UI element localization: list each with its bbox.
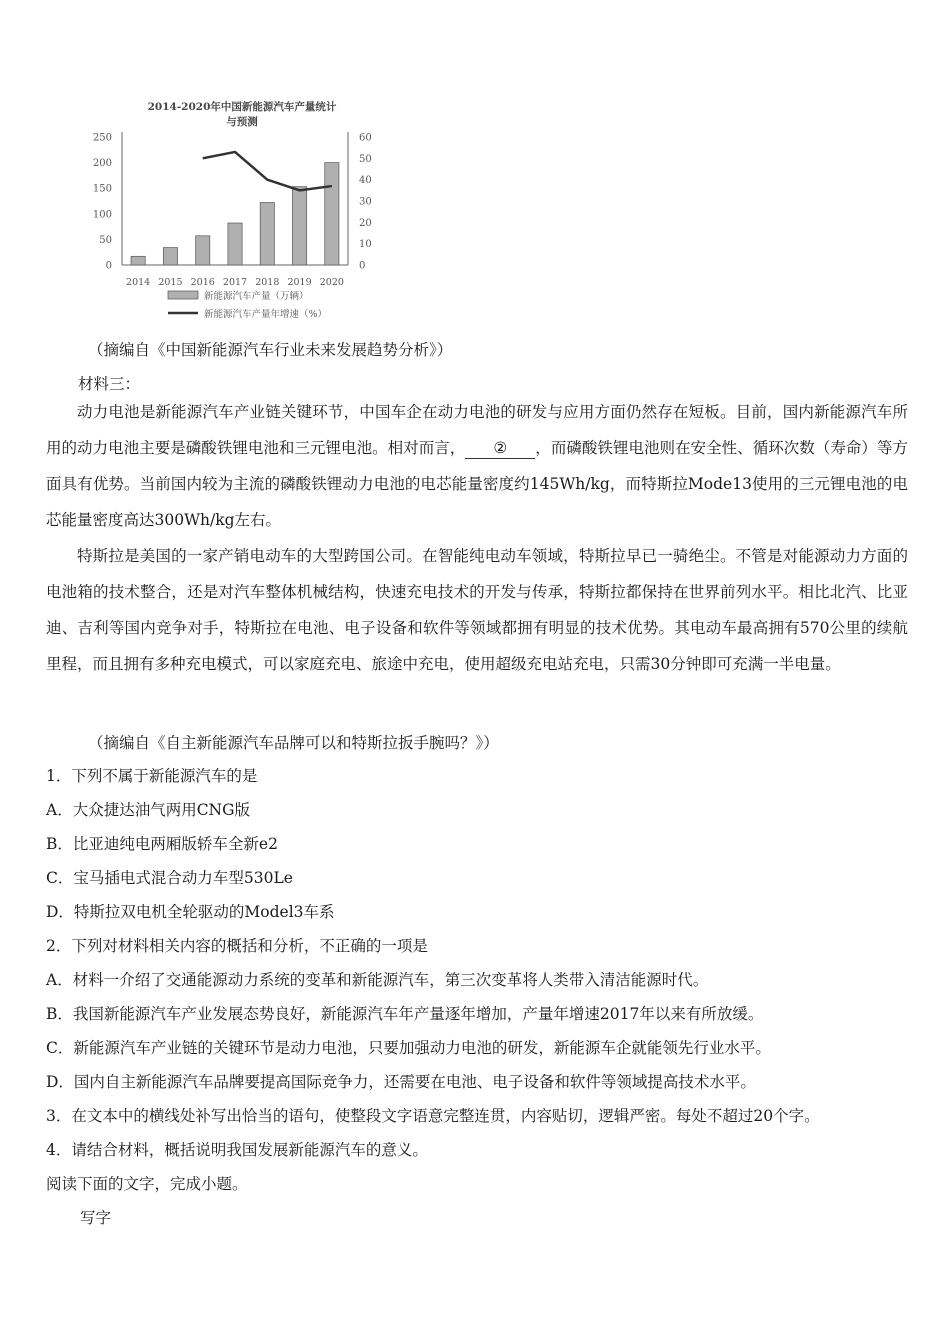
question-2-option-a: A．材料一介绍了交通能源动力系统的变革和新能源汽车，第三次变革将人类带入清洁能源时代。: [46, 971, 709, 989]
question-2-option-d: D．国内自主新能源汽车品牌要提高国际竞争力，还需要在电池、电子设备和软件等领域提高技术水平。: [46, 1073, 756, 1091]
left-tick-label: 0: [105, 260, 112, 272]
left-tick-label: 100: [92, 209, 112, 221]
bar: [131, 256, 145, 265]
left-tick-label: 50: [99, 234, 112, 246]
paragraph-battery-part1: 动力电池是新能源汽车产业链关键环节，中国车企在动力电池的研发与应用方面仍然存在短板。目前，国内新能源汽车所用的动力电池主要是磷酸铁锂电池和三元锂电池。相对而言，: [46, 403, 908, 457]
next-passage-title: 写字: [80, 1209, 112, 1227]
right-tick-label: 0: [359, 260, 366, 272]
bar: [228, 223, 242, 265]
left-tick-label: 250: [92, 132, 112, 144]
right-tick-label: 30: [359, 196, 372, 208]
right-tick-label: 50: [359, 153, 372, 165]
fill-blank-2: ②: [465, 438, 535, 459]
legend-bar-label: 新能源汽车产量（万辆）: [204, 291, 309, 302]
chart-title-line1: 2014-2020年中国新能源汽车产量统计: [147, 101, 337, 113]
right-tick-label: 20: [359, 217, 372, 229]
growth-line: [203, 152, 332, 190]
category-label: 2019: [287, 277, 312, 288]
question-1-option-a: A．大众捷达油气两用CNG版: [46, 801, 250, 819]
question-1-option-d: D．特斯拉双电机全轮驱动的Model3车系: [46, 903, 335, 921]
category-label: 2014: [126, 277, 151, 288]
question-2-option-b: B．我国新能源汽车产业发展态势良好，新能源汽车年产量逐年增加，产量年增速2017年以来有所放缓。: [46, 1005, 764, 1023]
bar: [260, 203, 274, 265]
left-tick-label: 150: [92, 183, 112, 195]
production-chart: [72, 92, 412, 328]
category-label: 2017: [222, 277, 248, 288]
paragraph-battery: [46, 394, 908, 538]
category-label: 2015: [158, 277, 183, 288]
right-tick-label: 10: [359, 239, 372, 251]
source-note-1: （摘编自《中国新能源汽车行业未来发展趋势分析》）: [88, 341, 453, 359]
question-4: 4．请结合材料，概括说明我国发展新能源汽车的意义。: [46, 1141, 428, 1159]
bar: [196, 236, 210, 265]
category-label: 2018: [255, 277, 280, 288]
chart-title-line2: 与预测: [226, 116, 258, 128]
material-three-label: 材料三：: [78, 375, 141, 393]
question-3: 3．在文本中的横线处补写出恰当的语句，使整段文字语意完整连贯，内容贴切，逻辑严密。每处不超过20个字。: [46, 1107, 820, 1125]
bar: [292, 187, 306, 265]
reading-instruction: 阅读下面的文字，完成小题。: [46, 1175, 248, 1193]
source-note-2: （摘编自《自主新能源汽车品牌可以和特斯拉扳手腕吗？》）: [88, 734, 499, 752]
paragraph-tesla: 特斯拉是美国的一家产销电动车的大型跨国公司。在智能纯电动车领域，特斯拉早已一骑绝尘。不管是对能源动力方面的电池箱的技术整合，还是对汽车整体机械结构，快速充电技术的开发与传承，特斯拉都保持在世界前列水平。相比北汽、比亚迪、吉利等国内竞争对手，特斯拉在电池、电子设备和软件等领域都拥有明显的技术优势。其电动车最高拥有570公里的续航里程，而且拥有多种充电模式，可以家庭充电、旅途中充电，使用超级充电站充电，只需30分钟即可充满一半电量。: [46, 547, 908, 673]
right-tick-label: 60: [359, 132, 372, 144]
bar: [163, 248, 177, 265]
question-2-option-c: C．新能源汽车产业链的关键环节是动力电池，只要加强动力电池的研发，新能源车企就能领先行业水平。: [46, 1039, 771, 1057]
left-tick-label: 200: [92, 158, 112, 170]
question-1: 1．下列不属于新能源汽车的是: [46, 767, 258, 785]
bar: [325, 163, 339, 265]
question-2: 2．下列对材料相关内容的概括和分析，不正确的一项是: [46, 937, 428, 955]
legend-line-label: 新能源汽车产量年增速（%）: [204, 309, 328, 320]
question-1-option-c: C．宝马插电式混合动力车型530Le: [46, 869, 293, 887]
legend-bar-swatch: [168, 291, 198, 299]
question-1-option-b: B．比亚迪纯电两厢版轿车全新e2: [46, 835, 278, 853]
paragraph-battery-part2: ，而磷酸铁锂电池则在安全性、循环次数（寿命）等方面具有优势。当前国内较为主流的磷酸铁锂动力电池的电芯能量密度约145Wh/kg，而特斯拉Mode13使用的三元锂电池的电芯能量密度高达300Wh/kg左右。: [46, 439, 908, 529]
right-tick-label: 40: [359, 175, 372, 187]
category-label: 2020: [319, 277, 344, 288]
chart-svg: [72, 92, 412, 328]
category-label: 2016: [190, 277, 215, 288]
